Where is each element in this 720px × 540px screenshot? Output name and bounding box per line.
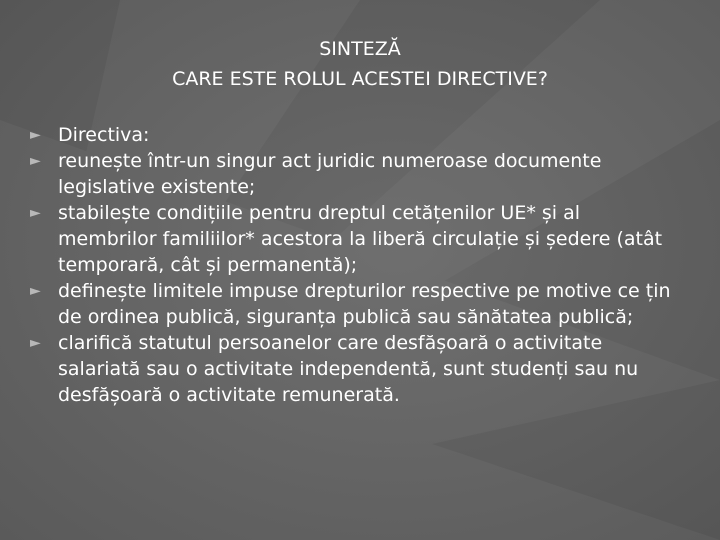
list-item bbox=[30, 200, 680, 278]
triangle-right-icon: ► bbox=[30, 335, 41, 351]
list-item bbox=[30, 278, 680, 330]
list-item-text: reunește într-un singur act juridic numeroase documente legislative existente; bbox=[58, 150, 602, 198]
list-item bbox=[30, 148, 680, 200]
triangle-right-icon: ► bbox=[30, 127, 41, 143]
triangle-right-icon: ► bbox=[30, 205, 41, 221]
list-item-text: clarifică statutul persoanelor care desfășoară o activitate salariată sau o activitate independentă, sunt studenți sau nu desfășoară o activitate remunerată. bbox=[58, 332, 639, 406]
list-item bbox=[30, 122, 680, 148]
triangle-right-icon: ► bbox=[30, 153, 41, 169]
slide-title bbox=[60, 34, 660, 94]
bullet-list bbox=[30, 122, 680, 408]
list-item-text: stabilește condițiile pentru dreptul cetățenilor UE* și al membrilor familiilor* acestora la liberă circulație și ședere (atât temporară, cât și permanentă); bbox=[58, 202, 663, 276]
triangle-right-icon: ► bbox=[30, 283, 41, 299]
list-item-text: definește limitele impuse drepturilor respective pe motive ce țin de ordinea publică, siguranța publică sau sănătatea publică; bbox=[58, 280, 671, 328]
list-item bbox=[30, 330, 680, 408]
title-line-2: CARE ESTE ROLUL ACESTEI DIRECTIVE? bbox=[172, 68, 548, 90]
title-line-1: SINTEZĂ bbox=[319, 38, 401, 60]
list-item-text: Directiva: bbox=[58, 124, 150, 146]
